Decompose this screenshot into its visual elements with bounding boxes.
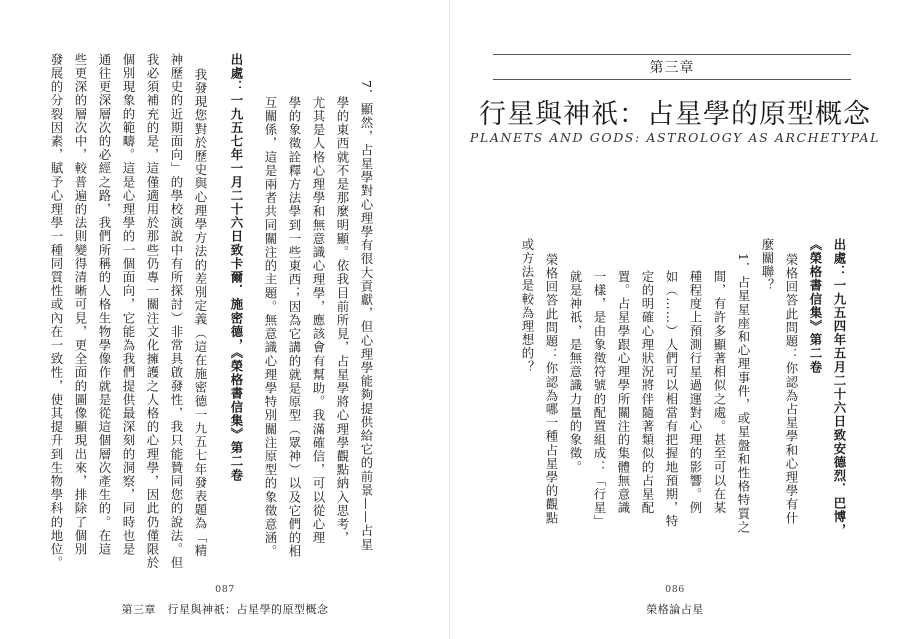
left-letter-line-6: 些更深的層次中，較普遍的法則變得清晰可見，更全面的圖像顯現出來，排除了個別	[73, 53, 88, 557]
right-question-2-line-1: 榮格回答此問題：你認為哪一種占星學的觀點	[544, 253, 559, 525]
right-answer-line-1: 1．占星星座和心理事件，或星盤和性格特質之	[736, 253, 751, 535]
left-paragraph-line-1: 7．顯然，占星學對心理學有很大貢獻，但心理學能夠提供給它的前景——占星	[359, 80, 374, 552]
left-letter-line-7: 發展的分裂因素，賦予心理學一種同質性或內在一致性，使其提升到生物學科的地位。	[49, 53, 64, 570]
chapter-title: 行星與神祇：占星學的原型概念	[479, 99, 871, 130]
left-letter-line-3: 我必須補充的是，這僅適用於那些仍專一關注文化擁護之人格的心理學，因此仍僅限於	[145, 53, 160, 570]
chapter-label-band	[493, 54, 851, 80]
right-answer-line-6: 置。占星學跟心理學所關注的集體無意識	[616, 270, 631, 515]
left-paragraph-line-2: 學的東西就不是那麼明顯。依我目前所見，占星學將心理學觀點納入思考，	[335, 96, 350, 545]
left-letter-line-5: 通往更深層次的必經之路，我們所稱的人格生物學像作就是從這個層次產生的。在這	[97, 53, 112, 557]
right-question-1-line-2: 麼關聯？	[760, 238, 775, 293]
left-letter-line-1: 我發現您對於歷史與心理學方法的差別定義（這在施密德一九五七年發表題為「精	[193, 68, 208, 558]
right-answer-line-3: 種程度上預測行星過運對心理的影響。例	[688, 270, 703, 515]
right-source-citation-2: 《榮格書信集》第二卷	[808, 238, 823, 374]
left-letter-line-2: 神歷史的近期面向」的學校演說中有所探討）非常具啟發性，我只能贊同您的說法。但	[169, 53, 184, 570]
chapter-subtitle: PLANETS AND GODS: ASTROLOGY AS ARCHETYPAL	[469, 130, 881, 145]
right-answer-line-2: 間，有許多顯著相似之處。甚至可以在某	[712, 270, 727, 515]
right-page-number: 086	[665, 584, 685, 595]
right-answer-line-8: 就是神祇，是無意識力量的象徵。	[568, 270, 583, 474]
right-page	[450, 0, 900, 639]
left-running-header: 第三章 行星與神祇：占星學的原型概念	[121, 603, 329, 616]
right-source-citation-1: 出處：一九五四年五月二十六日致安德烈．巴博，	[832, 238, 847, 538]
right-answer-line-5: 定的明確心理狀況將伴隨著類似的占星配	[640, 270, 655, 515]
right-question-1-line-1: 榮格回答此問題：你認為占星學和心理學有什	[784, 253, 799, 525]
left-paragraph-line-4: 學的象徵詮釋方法學到一些東西；因為它講的就是原型（眾神）以及它們的相	[287, 96, 302, 559]
right-answer-line-4: 如（……）人們可以相當有把握地預期，特	[664, 270, 679, 529]
left-paragraph-line-5: 互關係，這是兩者共同關注的主題。無意識心理學特別關注原型的象徵意涵。	[263, 96, 278, 559]
left-page-number: 087	[215, 584, 235, 595]
left-source-citation: 出處：一九五七年一月二十六日致卡爾．施密德，《榮格書信集》第二卷	[229, 53, 244, 482]
left-letter-line-4: 個別現象的範疇。這是心理學的一個面向，它能為我們提供最深刻的洞察，同時也是	[121, 53, 136, 557]
chapter-label: 第三章	[649, 60, 695, 76]
right-running-header: 榮格論占星	[646, 603, 704, 616]
right-question-2-line-2: 或方法是較為理想的？	[520, 238, 535, 374]
right-answer-line-7: 一樣，是由象徵符號的配置組成：「行星」	[592, 270, 607, 529]
left-paragraph-line-3: 尤其是人格心理學和無意識心理學，應該會有幫助。我滿確信，可以從心理	[311, 96, 326, 545]
